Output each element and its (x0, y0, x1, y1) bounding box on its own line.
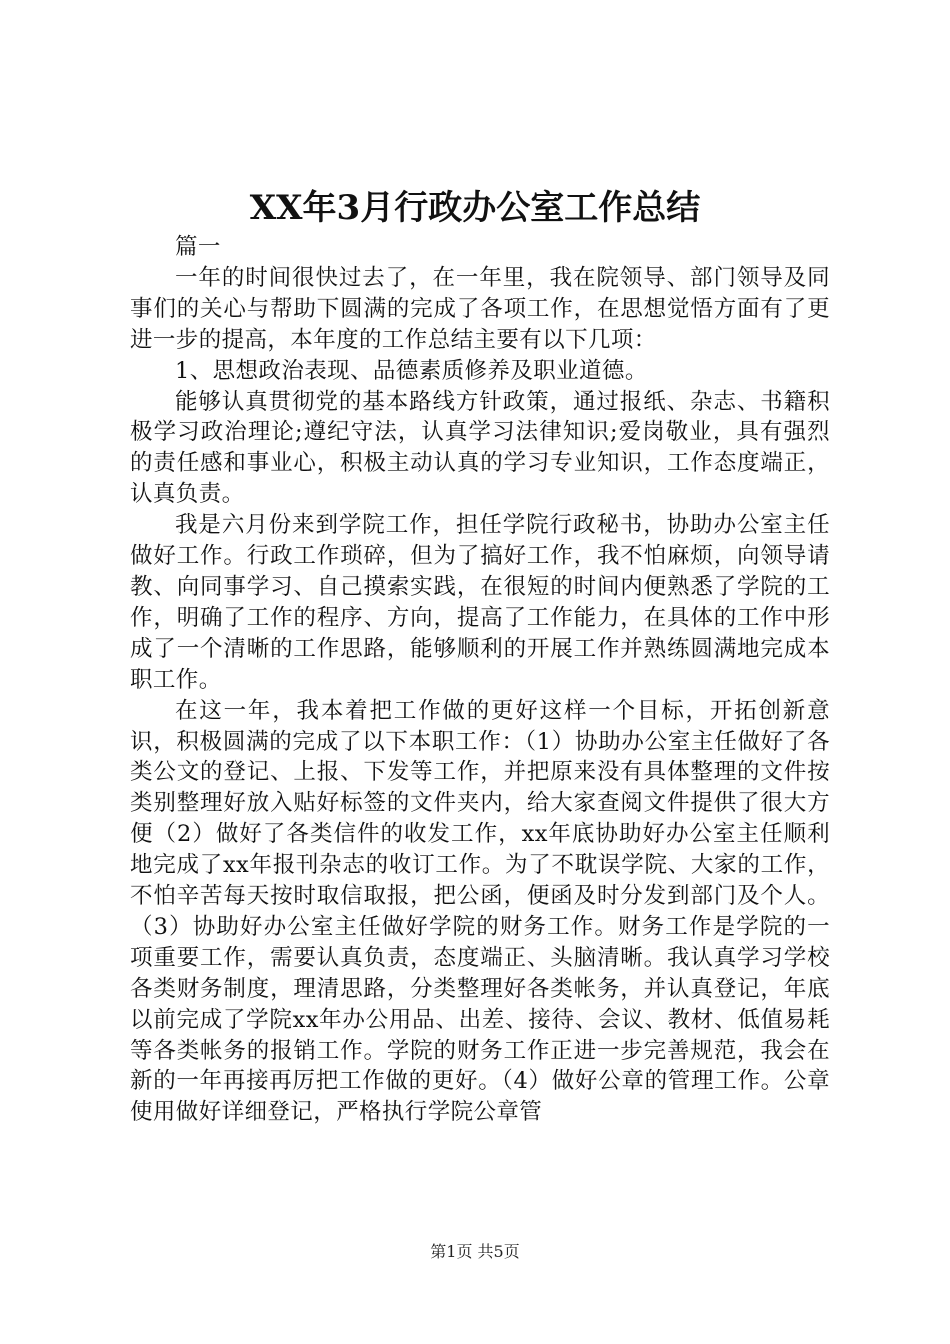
section-heading: 篇一 (175, 234, 221, 260)
document-body (130, 232, 830, 1128)
page-footer: 第1页 共5页 (430, 1242, 520, 1261)
body-paragraph: 在这一年，我本着把工作做的更好这样一个目标，开拓创新意识，积极圆满的完成了以下本职工作：（1）协助办公室主任做好了各类公文的登记、上报、下发等工作，并把原来没有具体整理的文件按类别整理好放入贴好标签的文件夹内，给大家查阅文件提供了很大方便（2）做好了各类信件的收发工作，xx年底协助好办公室主任顺利地完成了xx年报刊杂志的收订工作。为了不耽误学院、大家的工作，不怕辛苦每天按时取信取报，把公函，便函及时分发到部门及个人。（3）协助好办公室主任做好学院的财务工作。财务工作是学院的一项重要工作，需要认真负责，态度端正、头脑清晰。我认真学习学校各类财务制度，理清思路，分类整理好各类帐务，并认真登记，年底以前完成了学院xx年办公用品、出差、接待、会议、教材、低值易耗等各类帐务的报销工作。学院的财务工作正进一步完善规范，我会在新的一年再接再厉把工作做的更好。（4）做好公章的管理工作。公章使用做好详细登记，严格执行学院公章管 (130, 697, 830, 1126)
body-paragraph: 一年的时间很快过去了，在一年里，我在院领导、部门领导及同事们的关心与帮助下圆满的完成了各项工作，在思想觉悟方面有了更进一步的提高，本年度的工作总结主要有以下几项： (130, 264, 830, 353)
numbered-heading: 1、思想政治表现、品德素质修养及职业道德。 (175, 357, 648, 384)
body-paragraph: 我是六月份来到学院工作，担任学院行政秘书，协助办公室主任做好工作。行政工作琐碎，但为了搞好工作，我不怕麻烦，向领导请教、向同事学习、自己摸索实践，在很短的时间内便熟悉了学院的工作，明确了工作的程序、方向，提高了工作能力，在具体的工作中形成了一个清晰的工作思路，能够顺利的开展工作并熟练圆满地完成本职工作。 (130, 512, 830, 693)
body-paragraph: 能够认真贯彻党的基本路线方针政策，通过报纸、杂志、书籍积极学习政治理论;遵纪守法，认真学习法律知识;爱岗敬业，具有强烈的责任感和事业心，积极主动认真的学习专业知识，工作态度端正，认真负责。 (130, 388, 830, 508)
document-title: XX年3月行政办公室工作总结 (249, 188, 701, 228)
